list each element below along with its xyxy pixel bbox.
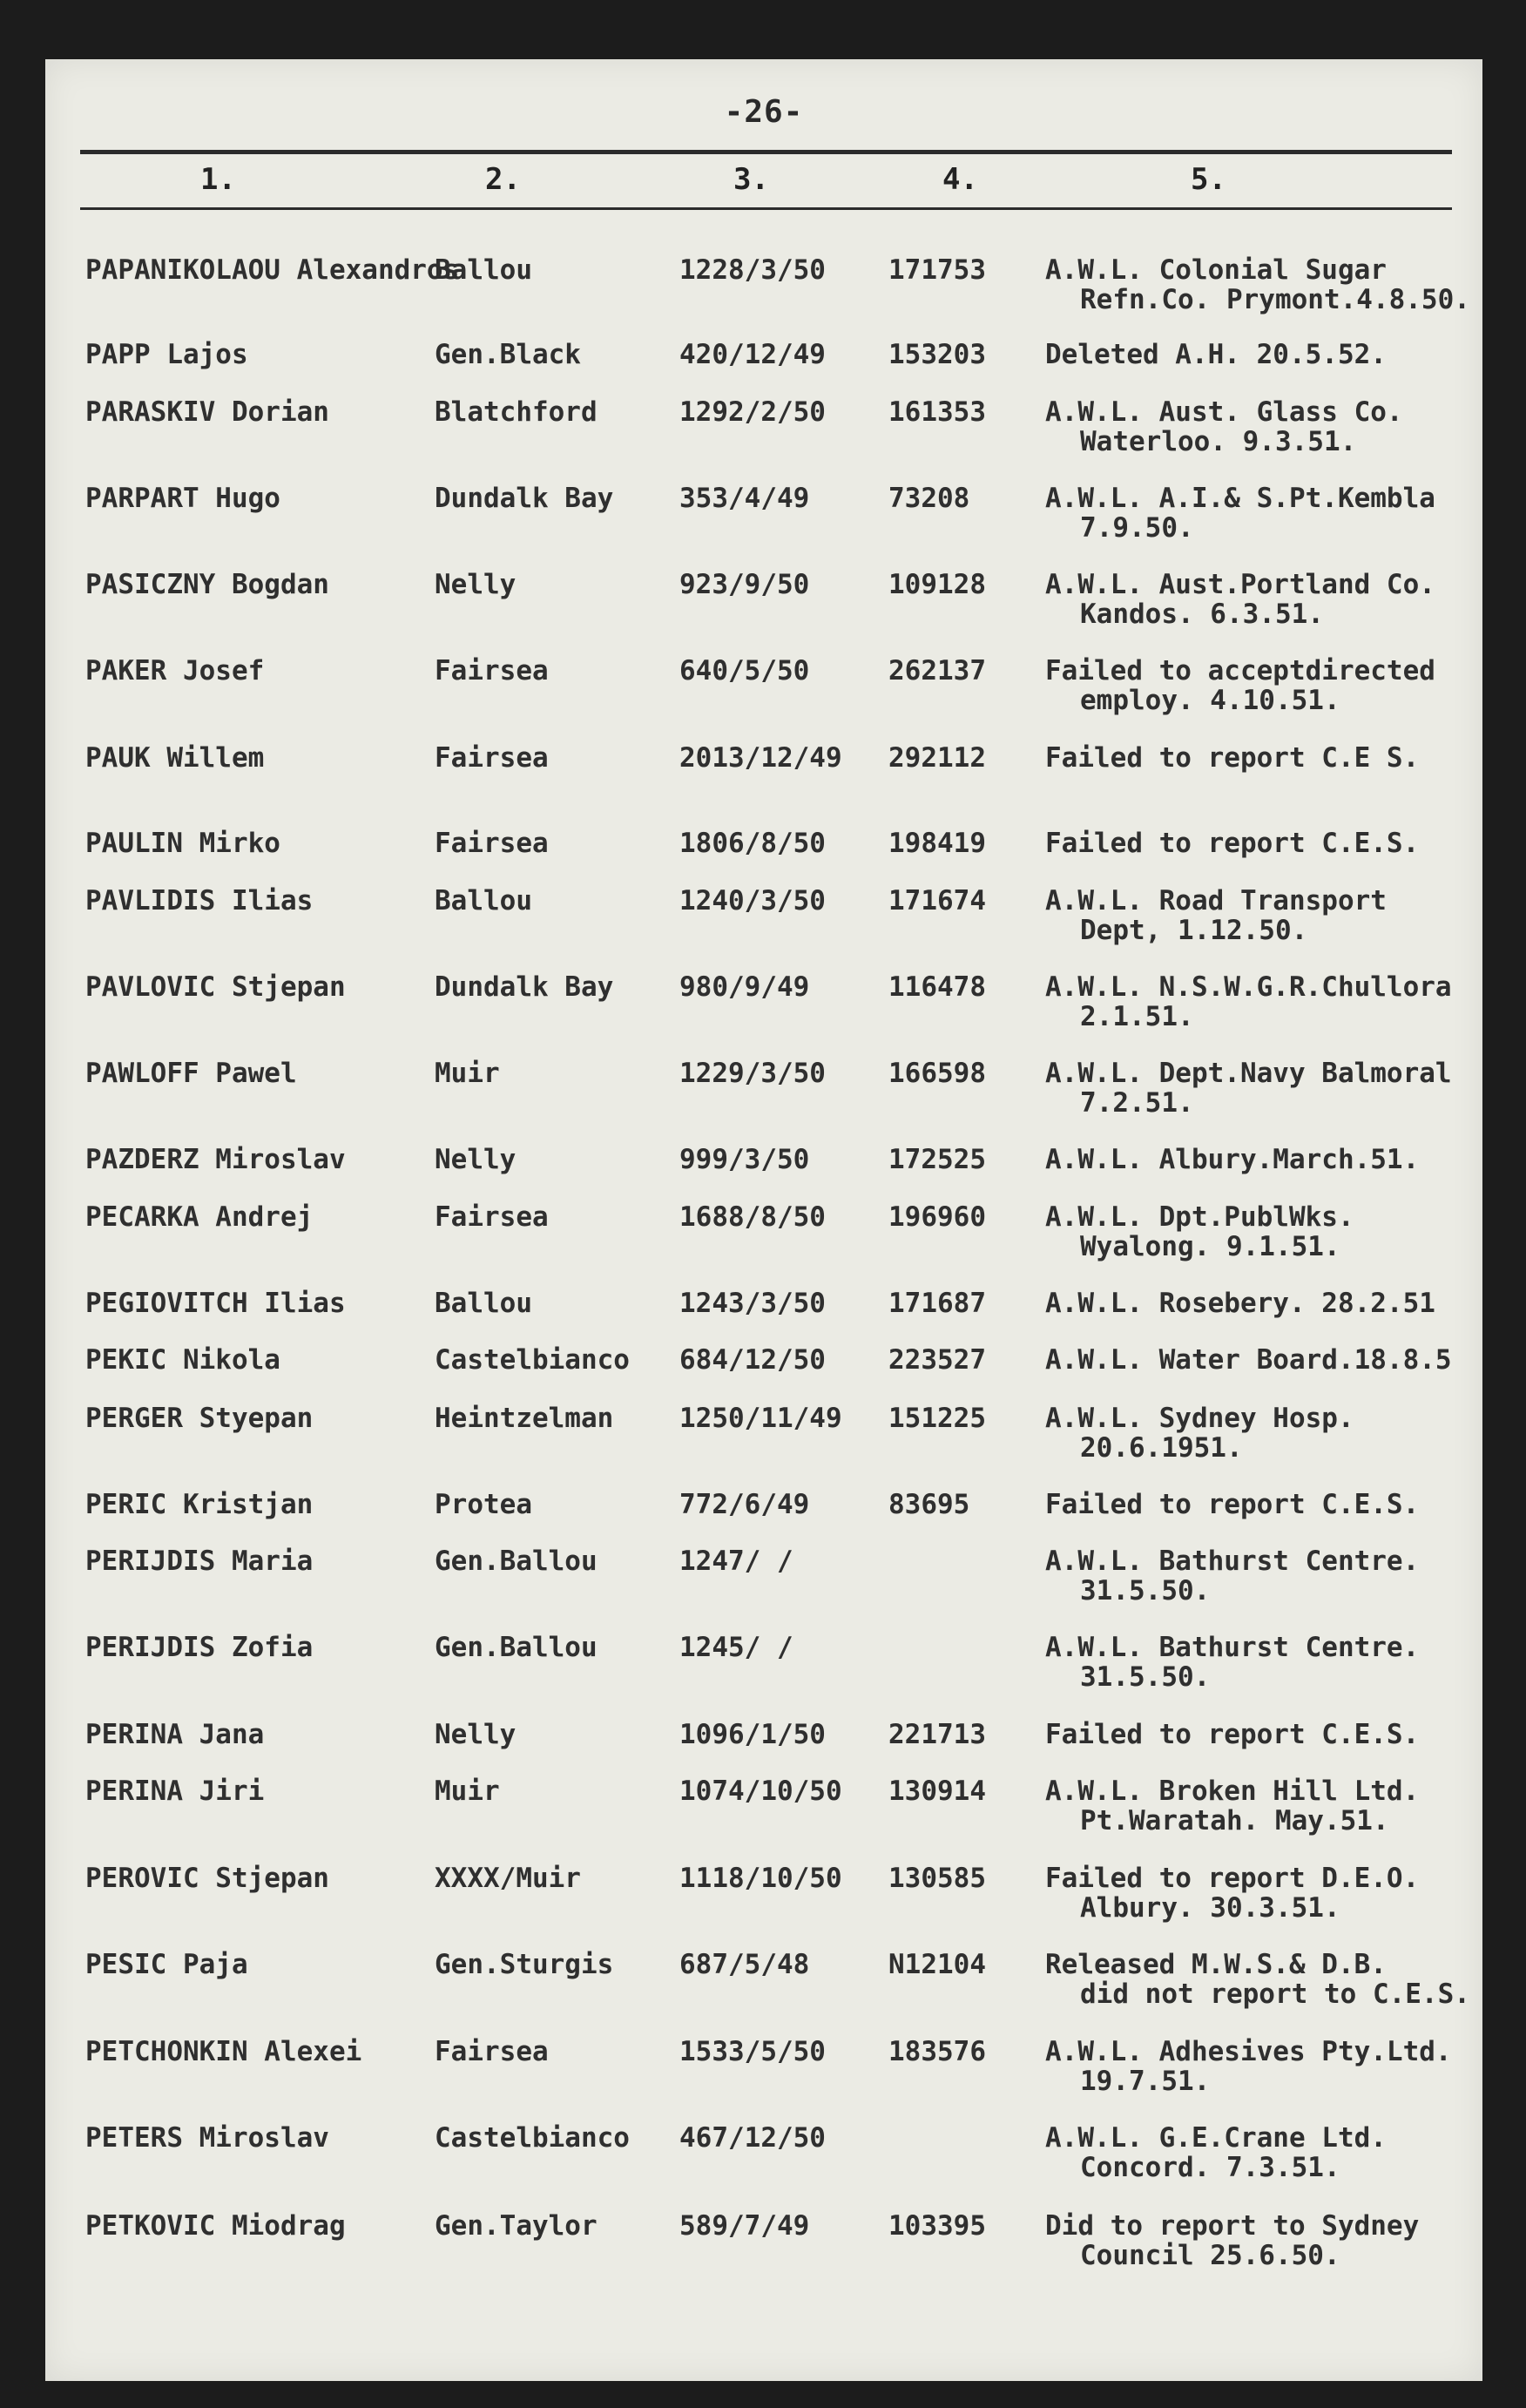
table-row — [45, 570, 1482, 648]
entry-name: PERINA Jiri — [85, 1776, 265, 1807]
entry-reference: 684/12/50 — [679, 1344, 826, 1376]
table-row — [45, 656, 1482, 734]
entry-name: PAPANIKOLAOU Alexandros — [85, 254, 460, 286]
entry-ship: Castelbianco — [435, 1344, 630, 1376]
entry-reference: 1533/5/50 — [679, 2036, 826, 2067]
entry-remark-line-2: 19.7.51. — [1080, 2066, 1211, 2097]
entry-remark-line-1: Failed to report C.E.S. — [1045, 1489, 1420, 1520]
entry-name: PESIC Paja — [85, 1949, 248, 1980]
entry-number: 130914 — [888, 1776, 986, 1807]
entry-reference: 772/6/49 — [679, 1489, 810, 1520]
entry-ship: Ballou — [435, 885, 532, 917]
entry-ship: Muir — [435, 1776, 500, 1807]
entry-remark-line-1: Failed to acceptdirected — [1045, 655, 1435, 687]
entry-remark-line-1: A.W.L. N.S.W.G.R.Chullora — [1045, 971, 1452, 1003]
entry-remark-line-1: Failed to report C.E.S. — [1045, 828, 1420, 859]
entry-ship: Dundalk Bay — [435, 971, 614, 1003]
entry-ship: Nelly — [435, 1719, 517, 1750]
entry-number: 223527 — [888, 1344, 986, 1376]
entry-ship: Gen.Taylor — [435, 2210, 598, 2242]
entry-reference: 1096/1/50 — [679, 1719, 826, 1750]
entry-remark-line-2: 20.6.1951. — [1080, 1432, 1243, 1464]
entry-name: PEROVIC Stjepan — [85, 1863, 329, 1894]
entry-name: PAZDERZ Miroslav — [85, 1144, 346, 1175]
entry-reference: 640/5/50 — [679, 655, 810, 687]
entry-number: 151225 — [888, 1403, 986, 1434]
entry-number: 116478 — [888, 971, 986, 1003]
column-header-1: 1. — [200, 162, 236, 197]
entry-remark-line-1: A.W.L. Aust. Glass Co. — [1045, 396, 1403, 428]
table-row — [45, 2211, 1482, 2290]
entry-name: PETKOVIC Miodrag — [85, 2210, 346, 2242]
entry-remark-line-2: Wyalong. 9.1.51. — [1080, 1231, 1340, 1262]
table-row — [45, 1776, 1482, 1855]
entry-remark-line-1: Failed to report C.E S. — [1045, 742, 1420, 774]
entry-name: PARASKIV Dorian — [85, 396, 329, 428]
header-rule-bottom — [80, 207, 1452, 210]
table-row — [45, 1633, 1482, 1711]
entry-remark-line-1: A.W.L. A.I.& S.Pt.Kembla — [1045, 483, 1435, 514]
entry-number: 171674 — [888, 885, 986, 917]
entry-reference: 1245/ / — [679, 1632, 793, 1663]
entry-name: PAWLOFF Pawel — [85, 1058, 297, 1089]
entry-remark-line-1: A.W.L. Road Transport — [1045, 885, 1387, 917]
faded-overflow-text — [67, 2307, 79, 2331]
entry-number: 262137 — [888, 655, 986, 687]
entry-number: 103395 — [888, 2210, 986, 2242]
entry-number: 171753 — [888, 254, 986, 286]
entry-remark-line-2: Concord. 7.3.51. — [1080, 2152, 1340, 2183]
entry-remark-line-1: A.W.L. Dept.Navy Balmoral — [1045, 1058, 1452, 1089]
entry-name: PAVLOVIC Stjepan — [85, 971, 346, 1003]
table-row — [45, 1202, 1482, 1281]
entry-remark-line-1: A.W.L. Broken Hill Ltd. — [1045, 1776, 1420, 1807]
entry-number: 73208 — [888, 483, 970, 514]
entry-ship: Ballou — [435, 1288, 532, 1319]
entry-remark-line-1: A.W.L. Dpt.PublWks. — [1045, 1201, 1354, 1233]
entry-reference: 1292/2/50 — [679, 396, 826, 428]
entry-number: 172525 — [888, 1144, 986, 1175]
entry-remark-line-1: Deleted A.H. 20.5.52. — [1045, 339, 1387, 370]
entry-ship: Fairsea — [435, 655, 549, 687]
entry-reference: 1229/3/50 — [679, 1058, 826, 1089]
entry-remark-line-2: 7.2.51. — [1080, 1087, 1194, 1119]
entry-name: PERIJDIS Zofia — [85, 1632, 314, 1663]
table-row — [45, 1546, 1482, 1625]
document-page — [45, 59, 1482, 2381]
table-row — [45, 2037, 1482, 2115]
entry-number: 221713 — [888, 1719, 986, 1750]
table-row — [45, 1863, 1482, 1942]
entry-number: 109128 — [888, 569, 986, 600]
entry-reference: 923/9/50 — [679, 569, 810, 600]
entry-remark-line-2: did not report to C.E.S. — [1080, 1978, 1470, 2010]
entry-name: PERINA Jana — [85, 1719, 265, 1750]
entry-reference: 1240/3/50 — [679, 885, 826, 917]
entry-reference: 1118/10/50 — [679, 1863, 842, 1894]
table-row — [45, 255, 1482, 334]
entry-remark-line-2: 2.1.51. — [1080, 1001, 1194, 1032]
entry-remark-line-1: A.W.L. G.E.Crane Ltd. — [1045, 2122, 1387, 2154]
column-header-5: 5. — [1191, 162, 1226, 197]
entry-reference: 1806/8/50 — [679, 828, 826, 859]
entry-remark-line-2: Refn.Co. Prymont.4.8.50. — [1080, 284, 1470, 315]
entry-remark-line-1: A.W.L. Water Board.18.8.5 — [1045, 1344, 1452, 1376]
entry-ship: Nelly — [435, 569, 517, 600]
entry-remark-line-1: Failed to report D.E.O. — [1045, 1863, 1420, 1894]
entry-reference: 589/7/49 — [679, 2210, 810, 2242]
entry-number: 161353 — [888, 396, 986, 428]
entry-remark-line-2: Waterloo. 9.3.51. — [1080, 426, 1357, 457]
entry-ship: Gen.Ballou — [435, 1632, 598, 1663]
entry-number: 198419 — [888, 828, 986, 859]
entry-remark-line-2: Kandos. 6.3.51. — [1080, 599, 1324, 630]
entry-ship: Blatchford — [435, 396, 598, 428]
entry-number: 171687 — [888, 1288, 986, 1319]
entry-name: PARPART Hugo — [85, 483, 280, 514]
entry-reference: 687/5/48 — [679, 1949, 810, 1980]
entry-remark-line-1: A.W.L. Aust.Portland Co. — [1045, 569, 1435, 600]
entry-ship: Nelly — [435, 1144, 517, 1175]
entry-ship: Fairsea — [435, 1201, 549, 1233]
entry-reference: 1228/3/50 — [679, 254, 826, 286]
entry-remark-line-1: Failed to report C.E.S. — [1045, 1719, 1420, 1750]
header-rule-top — [80, 150, 1452, 154]
entry-remark-line-2: 31.5.50. — [1080, 1661, 1211, 1693]
entry-name: PAKER Josef — [85, 655, 265, 687]
entry-remark-line-2: 7.9.50. — [1080, 512, 1194, 544]
table-row — [45, 886, 1482, 964]
entry-remark-line-2: 31.5.50. — [1080, 1575, 1211, 1606]
entry-ship: Fairsea — [435, 742, 549, 774]
entry-reference: 353/4/49 — [679, 483, 810, 514]
entry-remark-line-1: A.W.L. Bathurst Centre. — [1045, 1546, 1420, 1577]
entry-reference: 1074/10/50 — [679, 1776, 842, 1807]
entry-name: PETERS Miroslav — [85, 2122, 329, 2154]
entry-ship: Gen.Black — [435, 339, 581, 370]
page-number: -26- — [724, 94, 804, 130]
column-header-4: 4. — [942, 162, 978, 197]
entry-reference: 1247/ / — [679, 1546, 793, 1577]
entry-number: N12104 — [888, 1949, 986, 1980]
entry-number: 292112 — [888, 742, 986, 774]
entry-remark-line-1: Did to report to Sydney — [1045, 2210, 1420, 2242]
entry-remark-line-1: A.W.L. Rosebery. 28.2.51 — [1045, 1288, 1435, 1319]
entry-remark-line-1: A.W.L. Albury.March.51. — [1045, 1144, 1420, 1175]
entry-name: PAPP Lajos — [85, 339, 248, 370]
entry-name: PAULIN Mirko — [85, 828, 280, 859]
entry-ship: XXXX/Muir — [435, 1863, 581, 1894]
entry-remark-line-2: Albury. 30.3.51. — [1080, 1892, 1340, 1924]
entry-ship: Dundalk Bay — [435, 483, 614, 514]
entry-reference: 420/12/49 — [679, 339, 826, 370]
table-row — [45, 1950, 1482, 2028]
entry-name: PERIC Kristjan — [85, 1489, 314, 1520]
table-row — [45, 2123, 1482, 2202]
table-row — [45, 397, 1482, 476]
entry-remark-line-2: employ. 4.10.51. — [1080, 685, 1340, 716]
entry-ship: Muir — [435, 1058, 500, 1089]
table-row — [45, 1404, 1482, 1482]
entry-name: PAUK Willem — [85, 742, 265, 774]
entry-name: PECARKA Andrej — [85, 1201, 314, 1233]
entry-number: 83695 — [888, 1489, 970, 1520]
entry-reference: 980/9/49 — [679, 971, 810, 1003]
entry-number: 130585 — [888, 1863, 986, 1894]
entry-name: PEGIOVITCH Ilias — [85, 1288, 346, 1319]
column-header-3: 3. — [733, 162, 769, 197]
entry-name: PETCHONKIN Alexei — [85, 2036, 362, 2067]
entry-remark-line-1: A.W.L. Bathurst Centre. — [1045, 1632, 1420, 1663]
entry-ship: Protea — [435, 1489, 532, 1520]
entry-ship: Castelbianco — [435, 2122, 630, 2154]
entry-remark-line-1: A.W.L. Sydney Hosp. — [1045, 1403, 1354, 1434]
entry-reference: 999/3/50 — [679, 1144, 810, 1175]
entry-name: PAVLIDIS Ilias — [85, 885, 314, 917]
entry-reference: 1688/8/50 — [679, 1201, 826, 1233]
entry-ship: Gen.Ballou — [435, 1546, 598, 1577]
entry-remark-line-2: Pt.Waratah. May.51. — [1080, 1805, 1389, 1836]
entry-name: PASICZNY Bogdan — [85, 569, 329, 600]
entry-reference: 1243/3/50 — [679, 1288, 826, 1319]
entry-remark-line-1: A.W.L. Colonial Sugar — [1045, 254, 1387, 286]
entry-ship: Fairsea — [435, 828, 549, 859]
entry-number: 183576 — [888, 2036, 986, 2067]
entry-number: 166598 — [888, 1058, 986, 1089]
entry-reference: 467/12/50 — [679, 2122, 826, 2154]
entry-name: PERGER Styepan — [85, 1403, 314, 1434]
entry-remark-line-2: Dept, 1.12.50. — [1080, 915, 1308, 946]
entry-ship: Fairsea — [435, 2036, 549, 2067]
entry-remark-line-1: A.W.L. Adhesives Pty.Ltd. — [1045, 2036, 1452, 2067]
entry-ship: Ballou — [435, 254, 532, 286]
table-row — [45, 743, 1482, 822]
table-row — [45, 1059, 1482, 1137]
entry-number: 153203 — [888, 339, 986, 370]
table-row — [45, 972, 1482, 1051]
table-row — [45, 484, 1482, 562]
entry-reference: 2013/12/49 — [679, 742, 842, 774]
entry-ship: Gen.Sturgis — [435, 1949, 614, 1980]
entry-name: PEKIC Nikola — [85, 1344, 280, 1376]
entry-name: PERIJDIS Maria — [85, 1546, 314, 1577]
entry-number: 196960 — [888, 1201, 986, 1233]
entry-reference: 1250/11/49 — [679, 1403, 842, 1434]
entry-remark-line-2: Council 25.6.50. — [1080, 2240, 1340, 2271]
column-header-2: 2. — [485, 162, 521, 197]
entry-remark-line-1: Released M.W.S.& D.B. — [1045, 1949, 1387, 1980]
entry-ship: Heintzelman — [435, 1403, 614, 1434]
